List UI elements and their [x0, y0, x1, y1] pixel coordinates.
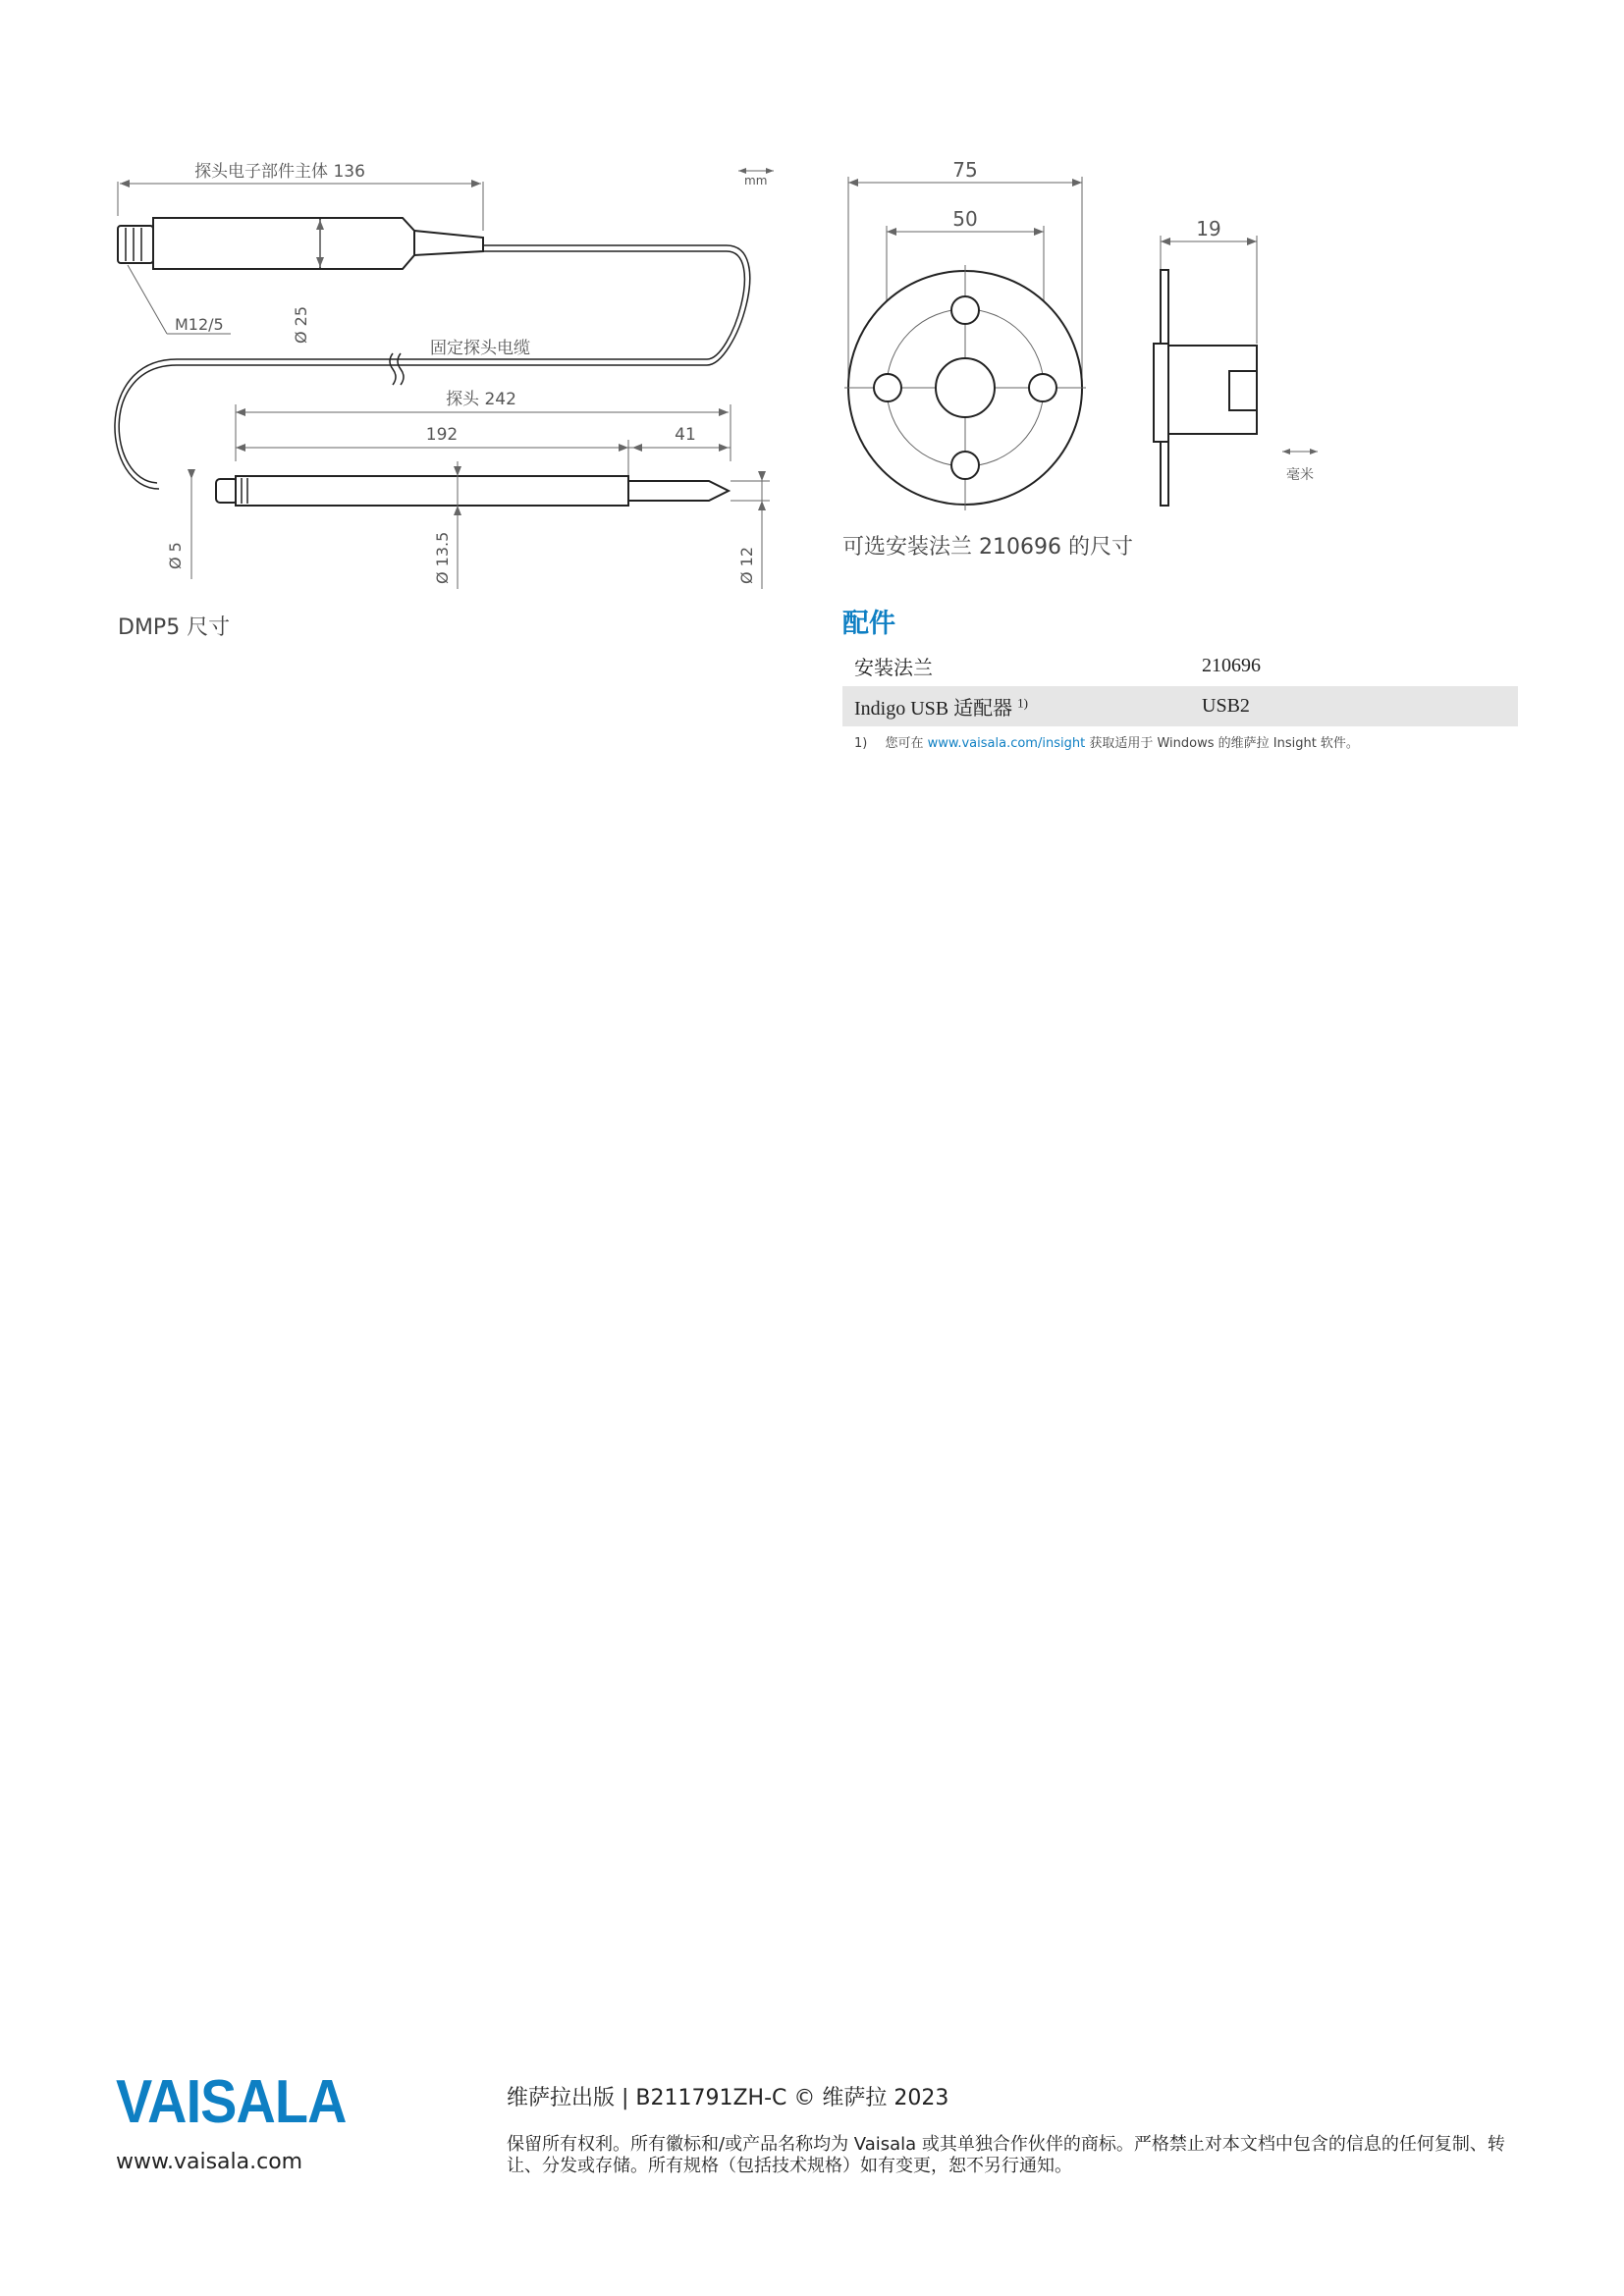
unit-mm-cn-label: 毫米 [1286, 467, 1314, 483]
legal-notice: 保留所有权利。所有徽标和/或产品名称均为 Vaisala 或其单独合作伙伴的商标。严格禁止对本文档中包含的信息的任何复制、转让、分发或存储。所有规格（包括技术规格）如有变更，恕不另行通知。 [507, 2134, 1505, 2176]
footnote-suffix: 获取适用于 Windows 的维萨拉 Insight 软件。 [1089, 736, 1359, 751]
dim-19-label: 19 [1196, 217, 1221, 240]
footnote-ref: 1) [1017, 695, 1028, 711]
flange-caption: 可选安装法兰 210696 的尺寸 [842, 535, 1133, 560]
publication-info: 维萨拉出版 | B211791ZH-C © 维萨拉 2023 [507, 2086, 949, 2110]
dim-50-label: 50 [952, 207, 978, 231]
footnote-prefix: 您可在 [885, 736, 924, 751]
accessory-name: Indigo USB 适配器 [854, 698, 1013, 720]
m12-label: M12/5 [175, 315, 224, 334]
accessory-code: USB2 [1190, 686, 1518, 726]
footnote-marker: 1) [854, 736, 868, 751]
accessory-name-cell [842, 686, 1190, 726]
table-row [842, 686, 1518, 726]
insight-link[interactable]: www.vaisala.com/insight [927, 736, 1086, 751]
unit-mm-label: mm [744, 174, 768, 187]
probe-length-label: 探头 242 [446, 390, 516, 409]
fixed-cable-label: 固定探头电缆 [430, 339, 530, 358]
dmp5-dimension-drawing [98, 147, 805, 618]
accessories-table [842, 646, 1518, 726]
flange-dimension-drawing [835, 147, 1345, 520]
dia12-label: Ø 12 [737, 546, 756, 584]
website-link[interactable]: www.vaisala.com [116, 2150, 303, 2174]
dim-75-label: 75 [952, 158, 978, 182]
length-41-label: 41 [675, 425, 696, 445]
vaisala-logo: VAISALA [116, 2068, 347, 2136]
accessories-title: 配件 [842, 609, 895, 639]
table-row [842, 646, 1518, 686]
footnote [854, 732, 1359, 751]
length-192-label: 192 [425, 425, 459, 445]
probe-body-label: 探头电子部件主体 136 [194, 162, 365, 182]
accessory-code: 210696 [1202, 655, 1261, 676]
accessory-name: 安装法兰 [854, 658, 933, 679]
dmp5-caption: DMP5 尺寸 [118, 615, 231, 640]
dia25-label: Ø 25 [292, 305, 310, 344]
dia5-label: Ø 5 [166, 542, 185, 569]
dia13-label: Ø 13.5 [433, 531, 452, 584]
